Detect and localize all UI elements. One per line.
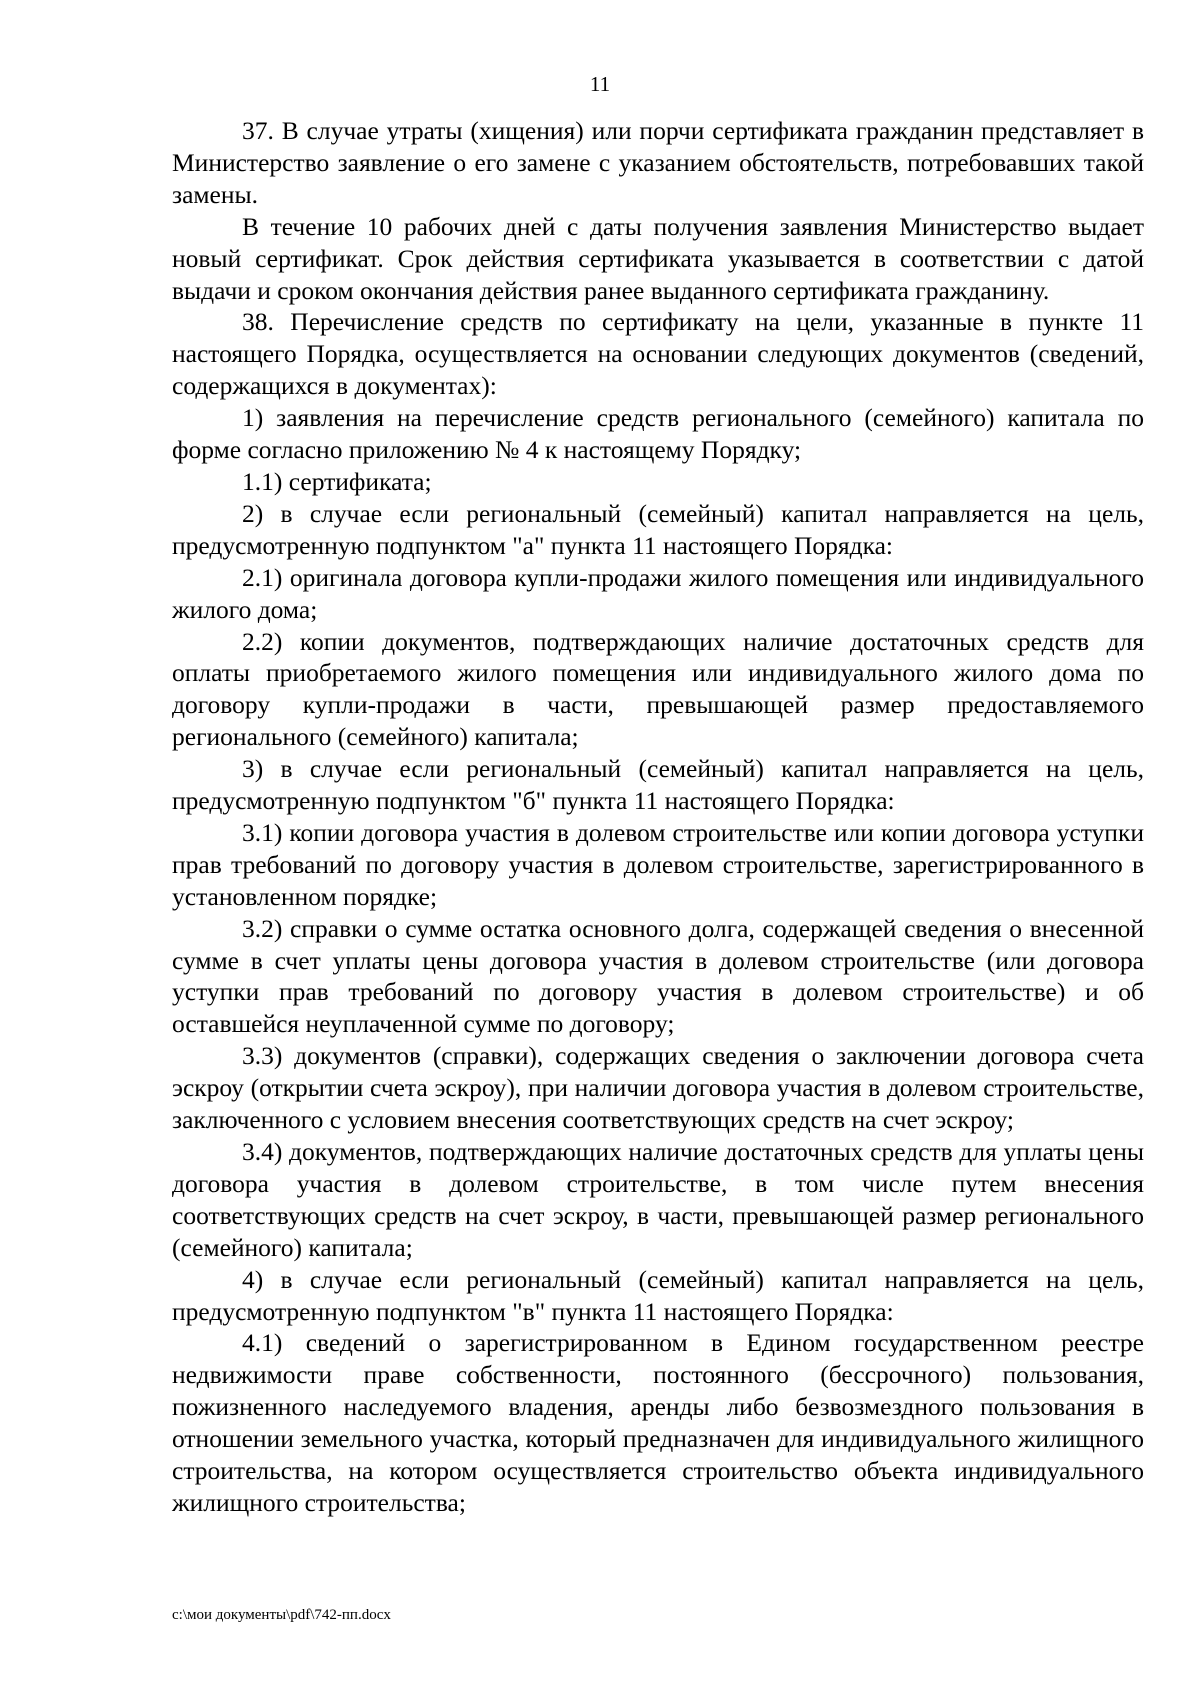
footer-file-path: c:\мои документы\pdf\742-пп.docx bbox=[172, 1607, 391, 1623]
item-3-3: 3.3) документов (справки), содержащих сведения о заключении договора счета эскроу (открытии счета эскроу), при наличии договора участия в долевом строительстве, заключенного с условием внесения соответствующих средств на счет эскроу; bbox=[172, 1041, 1144, 1135]
item-1: 1) заявления на перечисление средств регионального (семейного) капитала по форме согласно приложению № 4 к настоящему Порядку; bbox=[172, 403, 1144, 465]
item-3-2: 3.2) справки о сумме остатка основного долга, содержащей сведения о внесенной сумме в счет уплаты цены договора участия в долевом строительстве (или договора уступки прав требований по договору участия в долевом строительстве) и об оставшейся неуплаченной сумме по договору; bbox=[172, 913, 1144, 1039]
document-body bbox=[172, 115, 1144, 1519]
item-4: 4) в случае если региональный (семейный) капитал направляется на цель, предусмотренную подпунктом "в" пункта 11 настоящего Порядка: bbox=[172, 1264, 1144, 1326]
item-3-1: 3.1) копии договора участия в долевом строительстве или копии договора уступки прав требований по договору участия в долевом строительстве, зарегистрированного в установленном порядке; bbox=[172, 817, 1144, 911]
item-2-1: 2.1) оригинала договора купли-продажи жилого помещения или индивидуального жилого дома; bbox=[172, 562, 1144, 624]
item-3-4: 3.4) документов, подтверждающих наличие достаточных средств для уплаты цены договора участия в долевом строительстве, в том числе путем внесения соответствующих средств на счет эскроу, в части, превышающей размер регионального (семейного) капитала; bbox=[172, 1137, 1144, 1262]
page-number: 11 bbox=[589, 72, 611, 96]
paragraph-37: 37. В случае утраты (хищения) или порчи сертификата гражданин представляет в Министерство заявление о его замене с указанием обстоятельств, потребовавших такой замены. bbox=[172, 116, 1144, 209]
item-4-1: 4.1) сведений о зарегистрированном в Едином государственном реестре недвижимости праве собственности, постоянного (бессрочного) пользования, пожизненного наследуемого владения, аренды либо безвозмездного пользования в отношении земельного участка, который предназначен для индивидуального жилищного строительства, на котором осуществляется строительство объекта индивидуального жилищного строительства; bbox=[172, 1328, 1144, 1517]
paragraph-38: 38. Перечисление средств по сертификату на цели, указанные в пункте 11 настоящего Порядка, осуществляется на основании следующих документов (сведений, содержащихся в документах): bbox=[172, 307, 1144, 401]
item-3: 3) в случае если региональный (семейный) капитал направляется на цель, предусмотренную подпунктом "б" пункта 11 настоящего Порядка: bbox=[172, 754, 1144, 816]
item-2: 2) в случае если региональный (семейный) капитал направляется на цель, предусмотренную подпунктом "а" пункта 11 настоящего Порядка: bbox=[172, 498, 1144, 560]
paragraph-37-continued: В течение 10 рабочих дней с даты получения заявления Министерство выдает новый сертификат. Срок действия сертификата указывается в соответствии с датой выдачи и сроком окончания действия ранее выданного сертификата гражданину. bbox=[172, 211, 1144, 305]
item-1-1: 1.1) сертификата; bbox=[242, 466, 432, 496]
item-2-2: 2.2) копии документов, подтверждающих наличие достаточных средств для оплаты приобретаемого жилого помещения или индивидуального жилого дома по договору купли-продажи в части, превышающей размер предоставляемого регионального (семейного) капитала; bbox=[172, 626, 1144, 752]
